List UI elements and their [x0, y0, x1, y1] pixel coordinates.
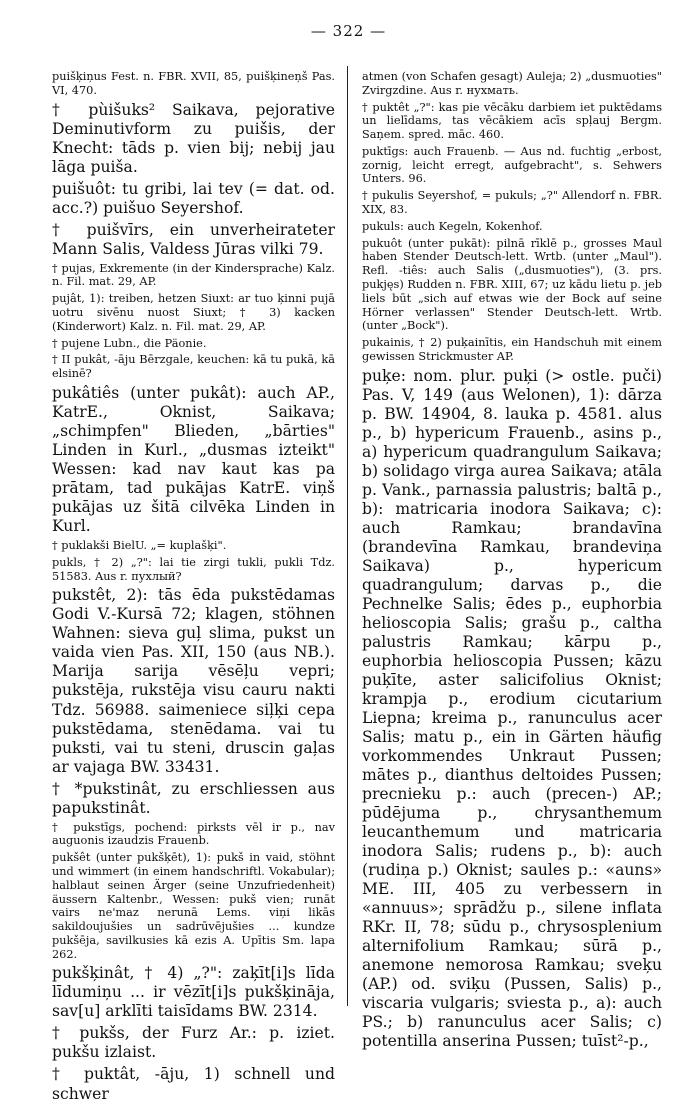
dictionary-entry: puišuôt: tu gribi, lai tev (= dat. od. acc.?) puišuo Seyershof.: [52, 179, 335, 217]
dictionary-entry: † II pukât, -āju Bērzgale, keuchen: kā tu pukā, kā elsinē?: [52, 353, 335, 381]
dictionary-entry: pukstêt, 2): tās ēda pukstēdamas Godi V.-Kursā 72; klagen, stöhnen Wahnen: sieva guļ slima, pukst un vaida vien Pas. XII, 150 (aus NB.). Marija sarija vēsēļu vepri; pukstēja, rukstēja visu cauru nakti Tdz. 56988. saimeniece siļķi cepa pukstēdama, stenēdama. vai tu puksti, vai tu steni, druscin gaļas ar vajaga BW. 33431.: [52, 586, 335, 776]
dictionary-entry: pukšķinât, † 4) „?": zaķīt[i]s līda līdumiņu ... ir vēzīt[i]s pukšķināja, sav[u] arklīti taisīdams BW. 2314.: [52, 964, 335, 1021]
dictionary-entry: puķe: nom. plur. puķi (> ostle. puči) Pas. V, 149 (aus Welonen), 1): dārza p. BW. 14904, 8. lauka p. 4581. alus p., b) hypericum Frauenb., asins p., a) hypericum quadrangulum Saikava; b) solidago virga aurea Saikava; atāla p. Vank., parnassia palustris; baltā p., b): matricaria inodora Saikava; c): auch Ramkau; brandavīna (brandevīna Ramkau, brandeviņa Saikava) p., hypericum quadrangulum; darvas p., die Pechnelke Salis; ēdes p., euphorbia helioscopia Salis; grašu p., caltha palustris Ramkau; kārpu p., euphorbia helioscopia Pussen; kāzu puķīte, aster salicifolius Oknist; krampja p., erodium cicutarium Liepna; kreima p., ranunculus acer Salis; matu p., ein in Gärten häufig vorkommendes Unkraut Pussen; mātes p., dianthus deltoides Pussen; precnieku p.: auch (precen-) AP.; pūdējuma p., chrysanthemum leucanthemum und matricaria inodora Salis; rudens p., b): auch (rudiņa p.) Oknist; saules p.: «auns» ME. III, 405 zu verbessern in «annuus»; sprādžu p., silene inflata RKr. II, 78; sūdu p., chrysosplenium alternifolium Ramkau; sūrā p., anemone nemorosa Ramkau; sveķu (AP.) od. sviķu (Pussen, Salis) p., viscaria vulgaris; sviesta p., a): auch PS.; b) ranunculus acer Salis; c) potentilla anserina Pussen; tuīst²-p.,: [362, 366, 662, 1051]
dictionary-entry: † pukulis Seyershof, = pukuls; „?" Allendorf n. FBR. XIX, 83.: [362, 189, 662, 217]
dictionary-entry: pukšêt (unter pukšķēt), 1): pukš in vaid, stöhnt und wimmert (in einem handschriftl. Vokabular); halblaut seinen Ärger (seine Unzufriedenheit) äussern Kaltenbr., Wessen: pukš vien; runāt vairs ne'maz nerunā Lems. viņi likās sakildoujušies un sadrūvējušies ... kundze pukšēja, savilkusies kā ezis A. Upītis Sm. lapa 262.: [52, 851, 335, 961]
dictionary-entry: † pujas, Exkremente (in der Kindersprache) Kalz. n. Fil. mat. 29, AP.: [52, 261, 335, 289]
dictionary-entry: pukuôt (unter pukāt): pilnā rīklē p., grosses Maul haben Stender Deutsch-lett. Wrtb. (unter „Maul"). Refl. -tiês: auch Salis („dusmuoties"), (3. prs. pukjęs) Rudden n. FBR. XIII, 67; uz kādu lietu p. jeb liels būt „sich auf etwas wie der Bock auf seine Hörner verlassen" Stender Deutsch-lett. Wrtb. (unter „Bock").: [362, 236, 662, 333]
dictionary-entry: pukainis, † 2) puķainītis, ein Handschuh mit einem gewissen Strickmuster AP.: [362, 336, 662, 363]
dictionary-entry: pujât, 1): treiben, hetzen Siuxt: ar tuo ķinni pujā uotru sivēnu nuost Siuxt; † 3) kacken (Kinderwort) Kalz. n. Fil. mat. 29, AP.: [52, 292, 335, 333]
dictionary-entry: pukuls: auch Kegeln, Kokenhof.: [362, 219, 543, 233]
dictionary-entry: atmen (von Schafen gesagt) Auleja; 2) „dusmuoties" Zvirgzdine. Aus r. нухмать.: [362, 70, 662, 97]
dictionary-entry: † puktât, -āju, 1) schnell und schwer: [52, 1065, 335, 1103]
dictionary-entry: pukâtiês (unter pukât): auch AP., KatrE., Oknist, Saikava; „schimpfen" Blieden, „bārties" Linden in Kurl., „dusmas izteikt" Wessen: kad nav kaut kas pa prātam, tad pukājas KatrE. viņš pukājas uz šitā cilvēka Linden in Kurl.: [52, 383, 335, 536]
right-column: [362, 70, 662, 1051]
dictionary-entry: † puklakši BielU. „= kuplašķi".: [52, 539, 227, 553]
dictionary-entry: puktīgs: auch Frauenb. — Aus nd. fuchtig „erbost, zornig, leicht erregt, aufgebracht", s. Sehwers Unters. 96.: [362, 144, 662, 186]
left-column: [52, 70, 335, 1103]
dictionary-entry: † puišvīrs, ein unverheirateter Mann Salis, Valdess Jūras vilki 79.: [52, 220, 335, 258]
dictionary-entry: † pukšs, der Furz Ar.: p. iziet. pukšu izlaist.: [52, 1024, 335, 1062]
dictionary-entry: puišķiņus Fest. n. FBR. XVII, 85, puišķineņš Pas. VI, 470.: [52, 70, 335, 97]
dictionary-entry: † *pukstinât, zu erschliessen aus papukstinât.: [52, 779, 335, 817]
column-divider: [347, 66, 348, 1006]
dictionary-entry: † puktêt „?": kas pie vēcāku darbiem iet puktēdams un lielīdams, tas vēcākiem acīs spļauj Bergm. Saņem. spred. māc. 460.: [362, 100, 662, 142]
dictionary-entry: † pukstīgs, pochend: pirksts vēl ir p., nav auguonis izaudzis Frauenb.: [52, 820, 335, 848]
dictionary-entry: pukls, † 2) „?": lai tie zirgi tukli, pukli Tdz. 51583. Aus r. пухлый?: [52, 555, 335, 583]
dictionary-entry: † pujene Lubn., die Päonie.: [52, 336, 207, 350]
dictionary-entry: † pùišuks² Saikava, pejorative Deminutivform zu puišis, der Knecht: tāds p. vien bij; nebij jau lāga puiša.: [52, 100, 335, 176]
page-number: — 322 —: [310, 22, 387, 40]
